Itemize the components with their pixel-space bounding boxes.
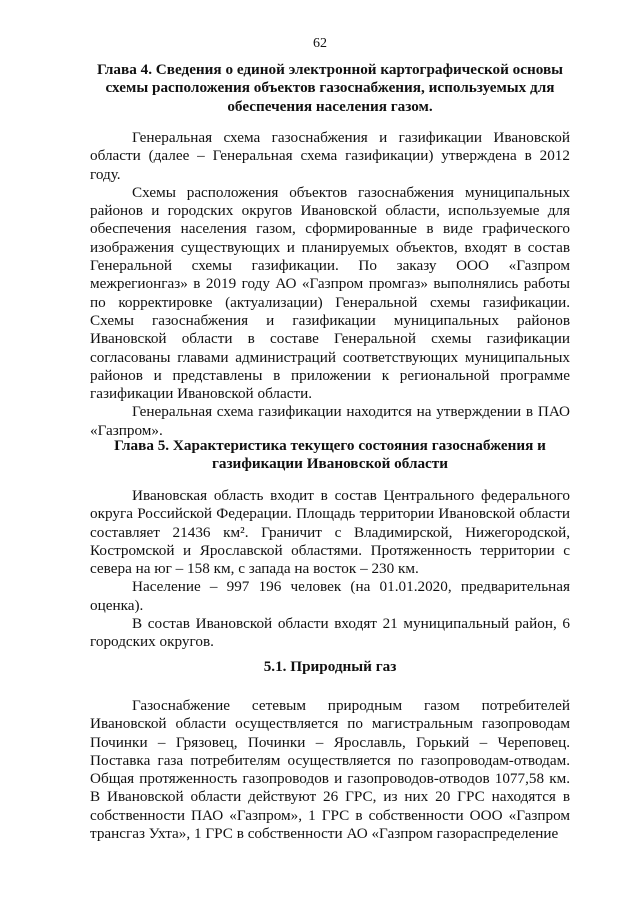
paragraph: В состав Ивановской области входят 21 муниципальный район, 6 городских округов. [90, 615, 570, 651]
paragraph: Схемы расположения объектов газоснабжения муниципальных районов и городских округов Ивановской области, используемые для обеспечения населения газом, сформированные в виде графического изображения существующих и планируемых объектов, входят в состав Генеральной схемы газификации. По заказу ООО «Газпром межрегионгаз» в 2019 году АО «Газпром промгаз» выполнялись работы по корректировке (актуализации) Генеральной схемы газификации. Схемы газоснабжения и газификации муниципальных районов Ивановской области в составе Генеральной схемы газификации согласованы главами администраций соответствующих муниципальных районов и представлены в приложении к региональной программе газификации Ивановской области. [90, 183, 570, 403]
section-5-1-heading: 5.1. Природный газ [263, 658, 397, 675]
paragraph: Ивановская область входит в состав Центрального федерального округа Российской Федерации. Площадь территории Ивановской области составляет 21436 км². Граничит с Владимирской, Нижегородской, Костромской и Ярославской областями. Протяженность территории с севера на юг – 158 км, с запада на восток – 230 км. [90, 487, 570, 578]
paragraph: Население – 997 196 человек (на 01.01.2020, предварительная оценка). [90, 578, 570, 614]
chapter-5-heading: Глава 5. Характеристика текущего состояния газоснабжения и газификации Ивановской области [114, 437, 546, 473]
chapter-4-heading: Глава 4. Сведения о единой электронной картографической основы схемы расположения объектов газоснабжения, используемых для обеспечения населения газом. [96, 61, 564, 115]
chapter-4-body [90, 129, 570, 440]
section-5-1-body [90, 697, 570, 843]
page-number: 62 [313, 36, 327, 51]
paragraph: Генеральная схема газификации находится на утверждении в ПАО «Газпром». [90, 403, 570, 439]
chapter-5-body [90, 487, 570, 652]
paragraph: Генеральная схема газоснабжения и газификации Ивановской области (далее – Генеральная схема газификации) утверждена в 2012 году. [90, 129, 570, 183]
paragraph: Газоснабжение сетевым природным газом потребителей Ивановской области осуществляется по магистральным газопроводам Починки – Грязовец, Починки – Ярославль, Горький – Череповец. Поставка газа потребителям осуществляется по газопроводам-отводам. Общая протяженность газопроводов и газопроводов-отводов 1077,58 км. В Ивановской области действуют 26 ГРС, из них 20 ГРС находятся в собственности ПАО «Газпром», 1 ГРС в собственности ООО «Газпром трансгаз Ухта», 1 ГРС в собственности АО «Газпром газораспределение [90, 697, 570, 843]
